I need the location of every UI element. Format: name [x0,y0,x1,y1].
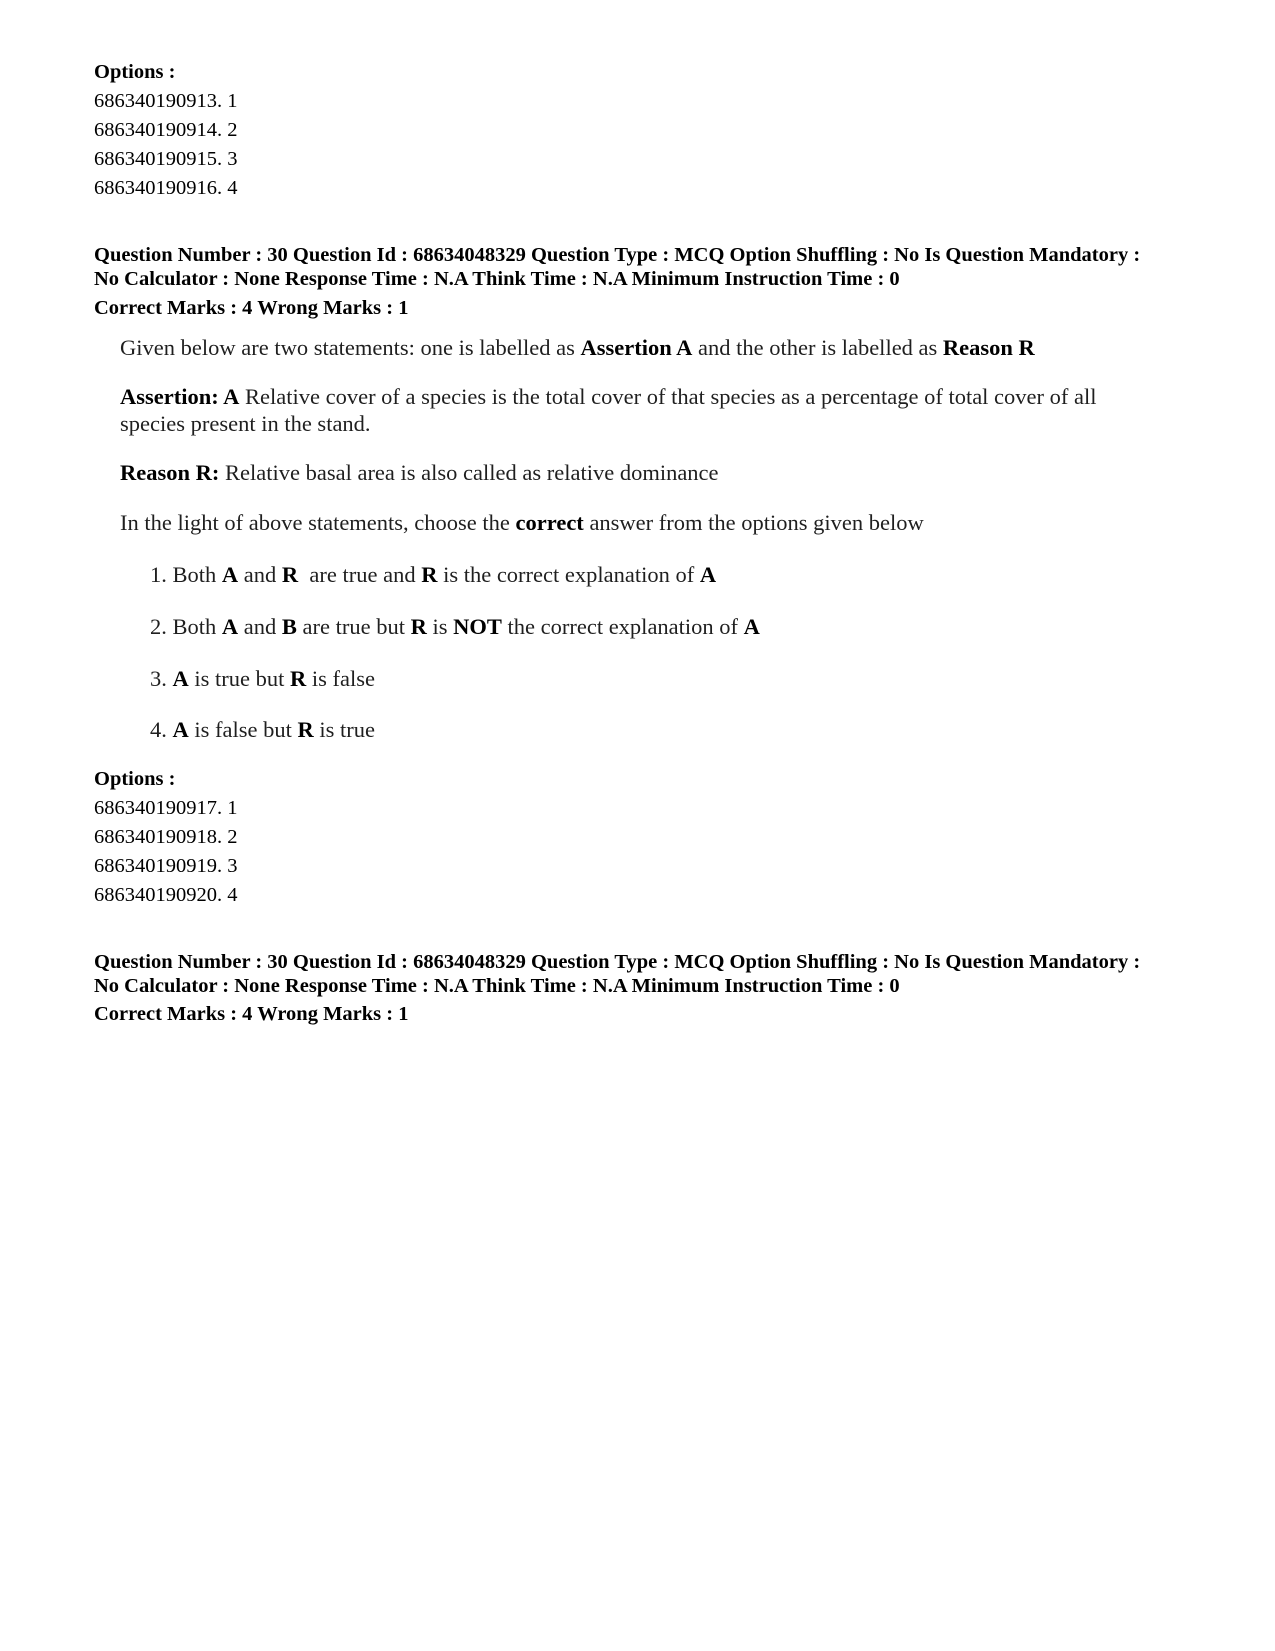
question-meta-line1: Question Number : 30 Question Id : 68634048329 Question Type : MCQ Option Shuffling : No Is Question Mandatory : [94,951,1141,973]
question-meta-line1: Question Number : 30 Question Id : 68634048329 Question Type : MCQ Option Shuffling : No Is Question Mandatory : [94,244,1141,266]
assertion-statement: Assertion: A Relative cover of a species is the total cover of that species as a percentage of total cover of all [120,384,1097,409]
options-heading: Options : [94,768,176,790]
answer-choice-1: 1. Both A and R are true and R is the correct explanation of A [150,562,717,587]
answer-choice-2: 2. Both A and B are true but R is NOT the correct explanation of A [150,614,760,639]
question-meta-line2: No Calculator : None Response Time : N.A Think Time : N.A Minimum Instruction Time : 0 [94,268,900,290]
question-marks: Correct Marks : 4 Wrong Marks : 1 [94,297,409,319]
answer-choice-3: 3. A is true but R is false [150,666,375,691]
answer-choice-4: 4. A is false but R is true [150,717,375,742]
question-instruction: In the light of above statements, choose the correct answer from the options given below [120,510,924,535]
option-item: 686340190916. 4 [94,177,238,199]
assertion-statement-cont: species present in the stand. [120,411,371,436]
option-item: 686340190919. 3 [94,855,238,877]
options-heading: Options : [94,61,176,83]
option-item: 686340190917. 1 [94,797,238,819]
question-intro: Given below are two statements: one is labelled as Assertion A and the other is labelled as Reason R [120,335,1035,360]
option-item: 686340190918. 2 [94,826,238,848]
question-meta-line2: No Calculator : None Response Time : N.A Think Time : N.A Minimum Instruction Time : 0 [94,975,900,997]
question-options [94,765,238,910]
option-item: 686340190920. 4 [94,884,238,906]
option-item: 686340190914. 2 [94,119,238,141]
reason-statement: Reason R: Relative basal area is also called as relative dominance [120,460,719,485]
question-marks: Correct Marks : 4 Wrong Marks : 1 [94,1003,409,1025]
question-meta [94,950,1204,998]
option-item: 686340190913. 1 [94,90,238,112]
option-item: 686340190915. 3 [94,148,238,170]
question-body [120,0,1180,1651]
